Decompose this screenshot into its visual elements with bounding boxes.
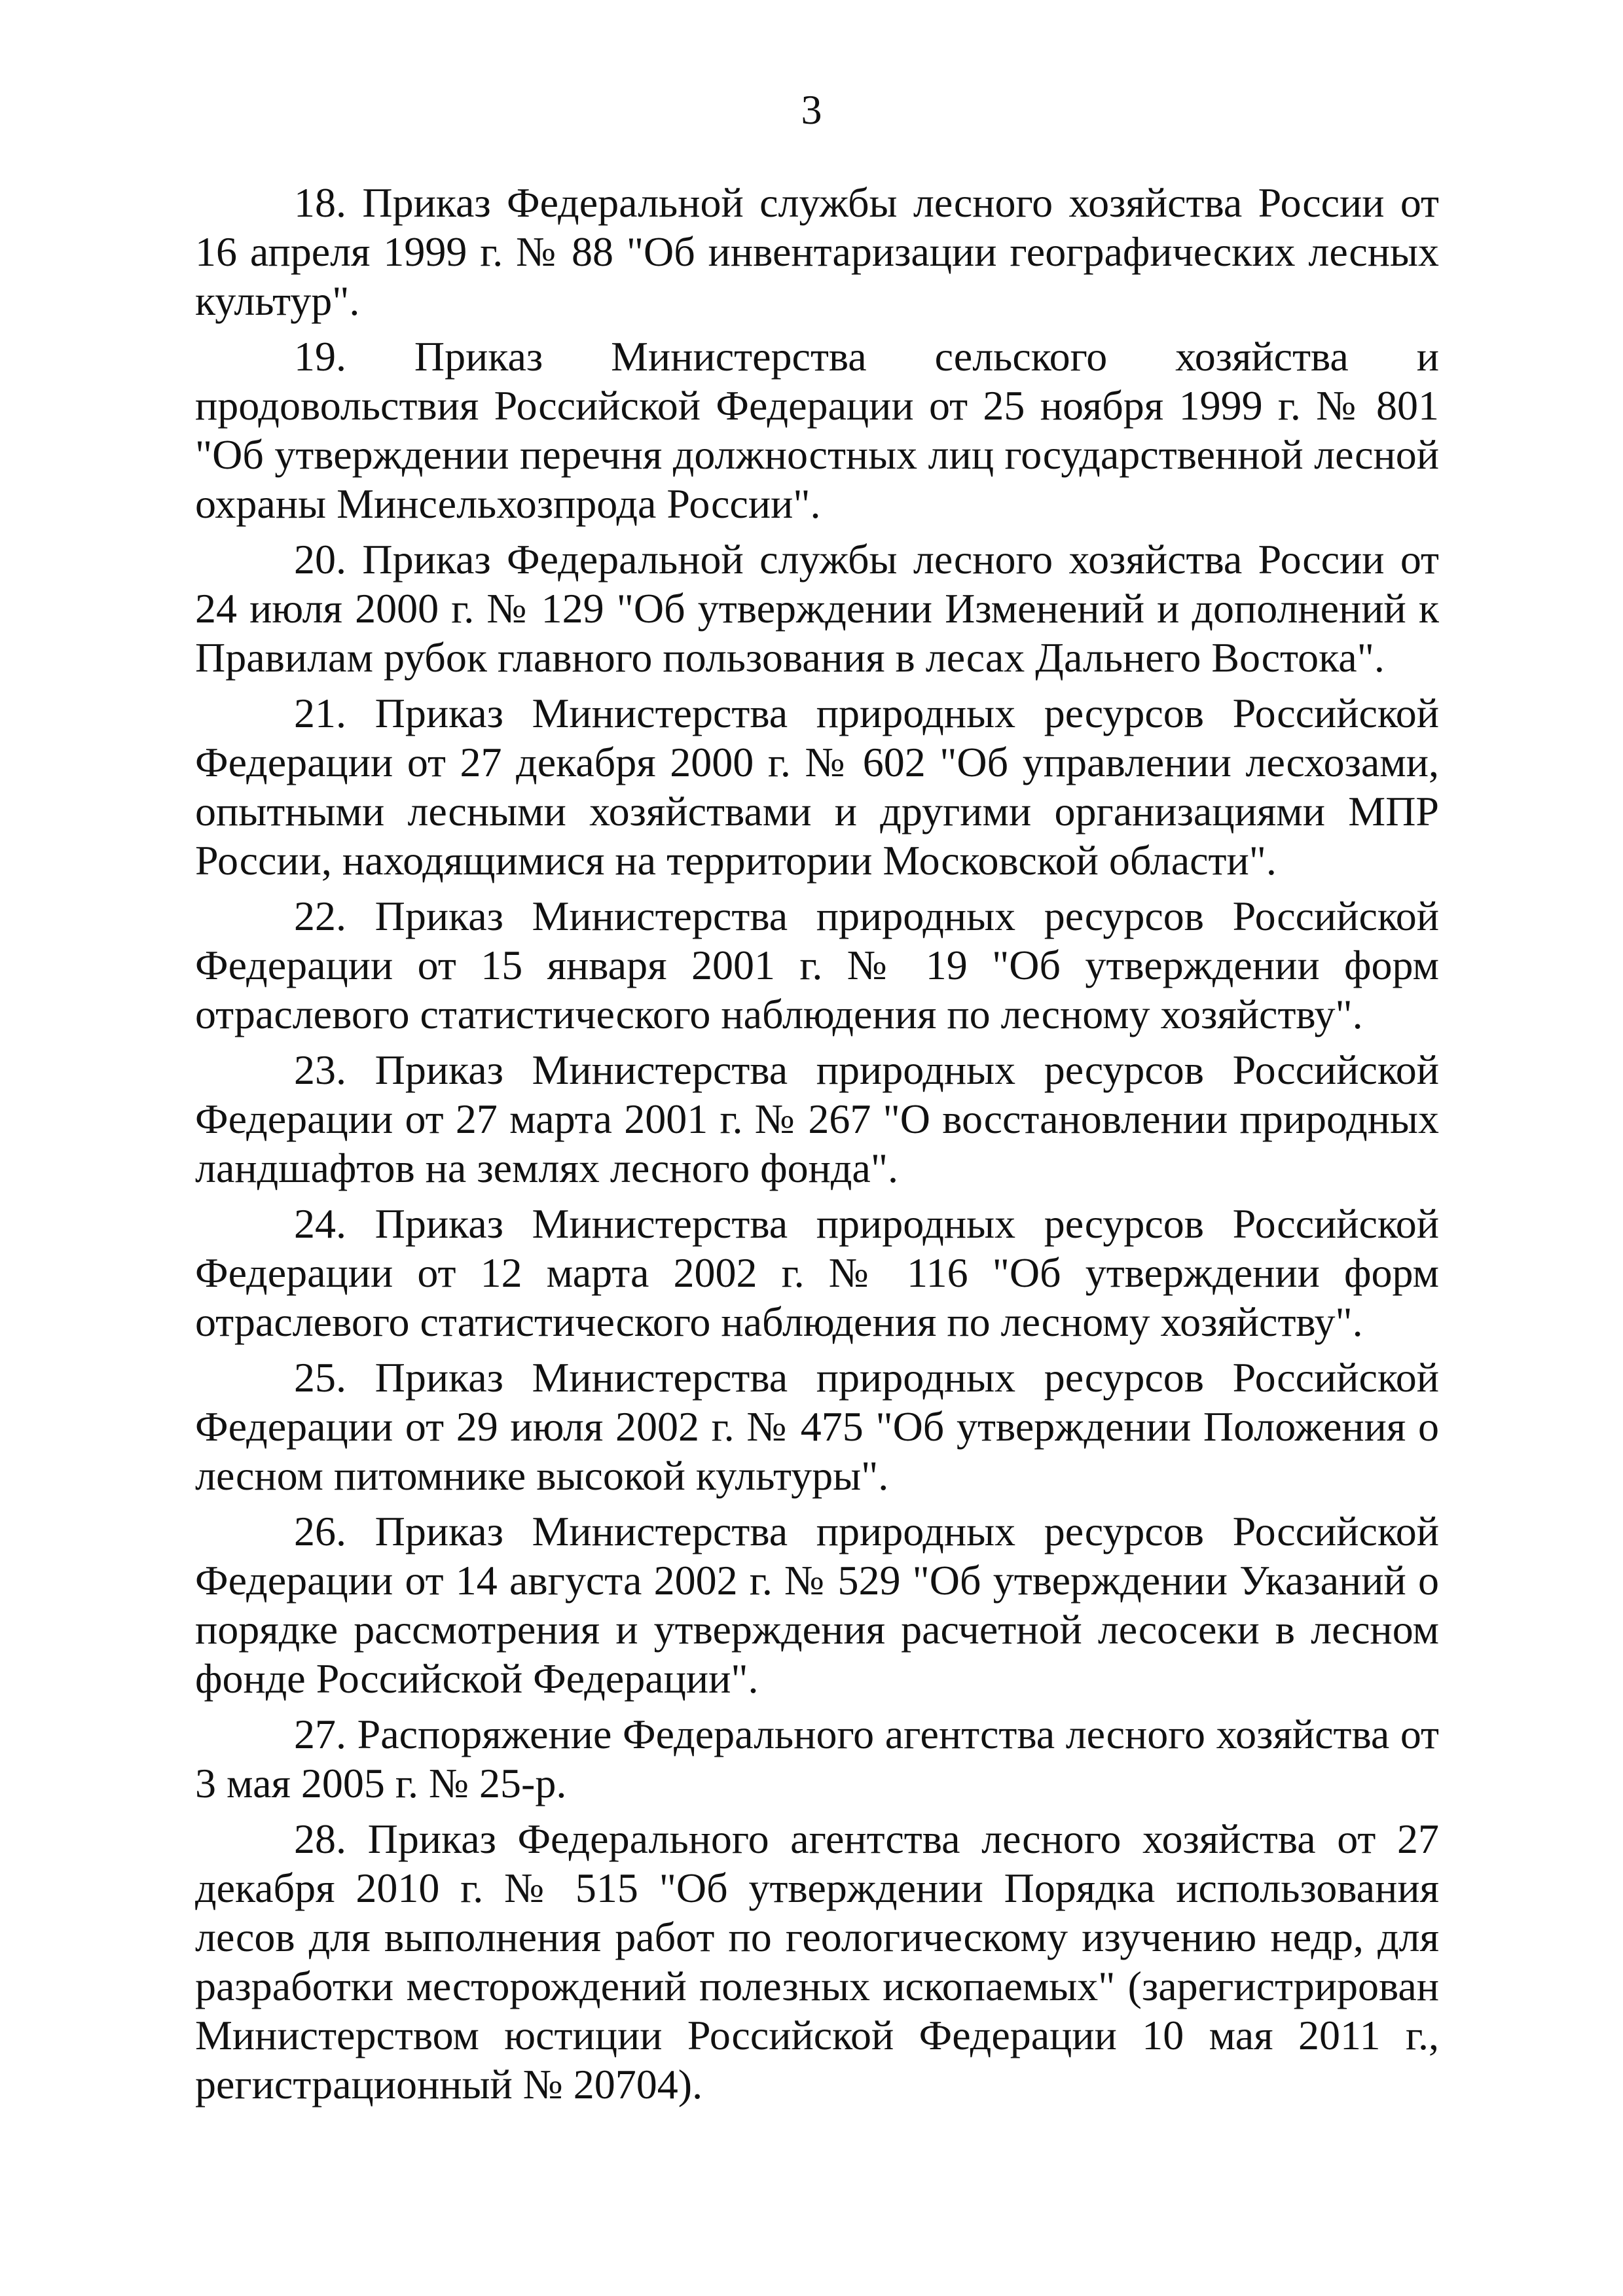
list-item-22: 22. Приказ Министерства природных ресурсов Российской Федерации от 15 января 2001 г. № 19 "Об утверждении форм отраслевого статистического наблюдения по лесному хозяйству". — [195, 893, 1439, 1037]
document-body — [195, 178, 1439, 2115]
list-item-20: 20. Приказ Федеральной службы лесного хозяйства России от 24 июля 2000 г. № 129 "Об утверждении Изменений и дополнений к Правилам рубок главного пользования в лесах Дальнего Востока". — [195, 536, 1439, 681]
page-number: 3 — [801, 86, 822, 133]
list-item-28: 28. Приказ Федерального агентства лесного хозяйства от 27 декабря 2010 г. № 515 "Об утверждении Порядка использования лесов для выполнения работ по геологическому изучению недр, для разработки месторождений полезных ископаемых" (зарегистрирован Министерством юстиции Российской Федерации 10 мая 2011 г., регистрационный № 20704). — [195, 1816, 1439, 2108]
list-item-19: 19. Приказ Министерства сельского хозяйства и продовольствия Российской Федерации от 25 ноября 1999 г. № 801 "Об утверждении перечня должностных лиц государственной лесной охраны Минсельхозпрода России". — [195, 333, 1439, 527]
list-item-21: 21. Приказ Министерства природных ресурсов Российской Федерации от 27 декабря 2000 г. № 602 "Об управлении лесхозами, опытными лесными хозяйствами и другими организациями МПР России, находящимися на территории Московской области". — [195, 690, 1439, 884]
list-item-27: 27. Распоряжение Федерального агентства лесного хозяйства от 3 мая 2005 г. № 25-р. — [195, 1711, 1439, 1806]
list-item-23: 23. Приказ Министерства природных ресурсов Российской Федерации от 27 марта 2001 г. № 267 "О восстановлении природных ландшафтов на землях лесного фонда". — [195, 1047, 1439, 1191]
list-item-25: 25. Приказ Министерства природных ресурсов Российской Федерации от 29 июля 2002 г. № 475 "Об утверждении Положения о лесном питомнике высокой культуры". — [195, 1354, 1439, 1499]
list-item-26: 26. Приказ Министерства природных ресурсов Российской Федерации от 14 августа 2002 г. № 529 "Об утверждении Указаний о порядке рассмотрения и утверждения расчетной лесосеки в лесном фонде Российской Федерации". — [195, 1508, 1439, 1702]
list-item-24: 24. Приказ Министерства природных ресурсов Российской Федерации от 12 марта 2002 г. № 116 "Об утверждении форм отраслевого статистического наблюдения по лесному хозяйству". — [195, 1200, 1439, 1345]
list-item-18: 18. Приказ Федеральной службы лесного хозяйства России от 16 апреля 1999 г. № 88 "Об инвентаризации географических лесных культур". — [195, 179, 1439, 324]
